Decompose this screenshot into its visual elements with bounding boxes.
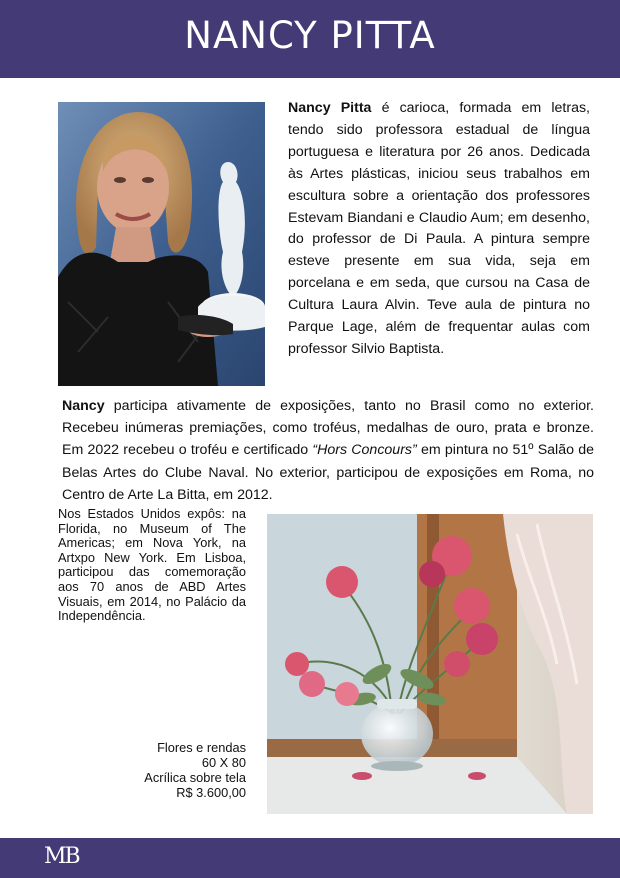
artist-name-bold: Nancy Pitta	[288, 100, 372, 116]
artwork-painting	[267, 514, 593, 814]
brand-logo: MB	[44, 844, 79, 869]
artwork-caption	[120, 740, 246, 800]
bio-paragraph	[288, 98, 590, 361]
artwork-size: 60 X 80	[201, 755, 246, 770]
artwork-title: Flores e rendas	[157, 740, 246, 755]
exhibitions-text-after: em pintura no 51º Salão de Belas Artes do Clube Naval. No exterior, participou de exposições em Roma, no Centro de Arte La Bitta, em 2012.	[62, 442, 594, 503]
artwork-medium: Acrílica sobre tela	[144, 770, 246, 785]
header-band	[0, 0, 620, 78]
page-title: NANCY PITTA	[184, 14, 436, 57]
artist-portrait	[58, 102, 265, 386]
international-exhibitions: Nos Estados Unidos expôs: na Florida, no Museum of The Americas; em Nova York, na Artxpo New York. Em Lisboa, participou das comemoração aos 70 anos de ABD Artes Visuais, em 2014, no Palácio da Independência.	[58, 506, 246, 624]
exhibitions-text-before: participa ativamente de exposições, tanto no Brasil como no exterior. Recebeu inúmeras premiações, como troféus, medalhas de ouro, prata e bronze. Em 2022 recebeu o troféu e certificado	[62, 398, 594, 459]
artist-first-name: Nancy	[62, 398, 105, 414]
award-title: “Hors Concours”	[312, 442, 417, 459]
footer-band	[0, 838, 620, 878]
bio-text: é carioca, formada em letras, tendo sido professora estadual de língua portuguesa e literatura por 26 anos. Dedicada às Artes plásticas, iniciou seus trabalhos em escultura sobre a orientação dos professores Estevam Biandani e Claudio Aum; em desenho, do professor de Di Paula. A pintura sempre esteve presente em sua vida, seja em porcelana e em seda, que cursou na Casa de Cultura Laura Alvin. Teve aula de pintura no Parque Lage, além de frequentar aulas com professor Silvio Baptista.	[288, 100, 590, 357]
exhibitions-paragraph	[62, 395, 594, 506]
artwork-price: R$ 3.600,00	[176, 785, 246, 800]
